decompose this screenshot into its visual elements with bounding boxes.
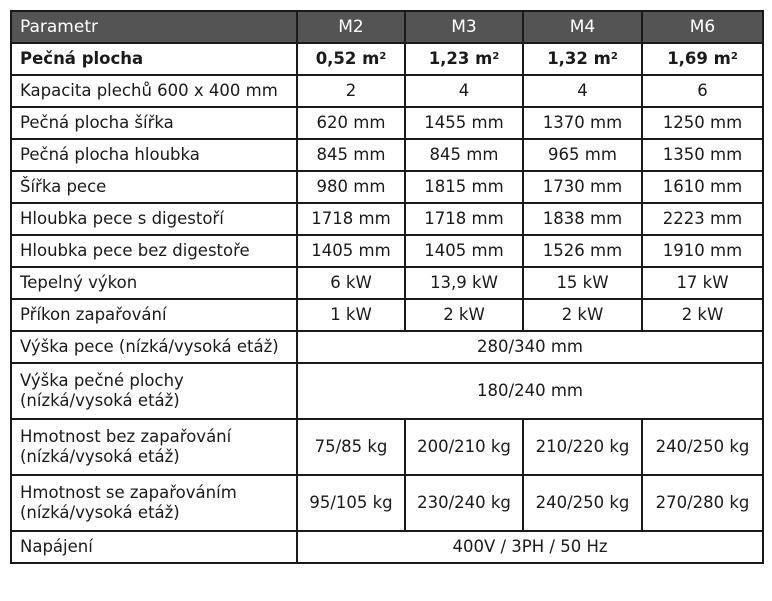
cell-m4: 15 kW <box>523 267 642 299</box>
table-row <box>11 75 763 107</box>
cell-m3: 845 mm <box>405 139 523 171</box>
cell-m2: 845 mm <box>297 139 405 171</box>
cell-m3: 13,9 kW <box>405 267 523 299</box>
row-label: Hmotnost bez zapařování (nízká/vysoká etáž) <box>11 419 297 475</box>
table-row <box>11 419 763 475</box>
cell-m4: 4 <box>523 75 642 107</box>
cell-m2: 0,52 $m^2$ <box>297 43 405 75</box>
cell-m2: 75/85 kg <box>297 419 405 475</box>
table-header <box>11 11 763 43</box>
cell-m4: 1370 mm <box>523 107 642 139</box>
table-row <box>11 203 763 235</box>
cell-m4: 965 mm <box>523 139 642 171</box>
cell-m6: 270/280 kg <box>642 475 763 531</box>
header-parametr: Parametr <box>11 11 297 43</box>
table-row <box>11 235 763 267</box>
cell-m2: 95/105 kg <box>297 475 405 531</box>
cell-m3: 2 kW <box>405 299 523 331</box>
cell-m6: 1910 mm <box>642 235 763 267</box>
header-m6: M6 <box>642 11 763 43</box>
header-row <box>11 11 763 43</box>
cell-m3: 4 <box>405 75 523 107</box>
cell-m2: 2 <box>297 75 405 107</box>
cell-m6: 240/250 kg <box>642 419 763 475</box>
cell-m2: 1 kW <box>297 299 405 331</box>
row-label: Napájení <box>11 531 297 563</box>
header-m3: M3 <box>405 11 523 43</box>
cell-m2: 620 mm <box>297 107 405 139</box>
row-label: Pečná plocha hloubka <box>11 139 297 171</box>
cell-m3: 1815 mm <box>405 171 523 203</box>
cell-m3: 1718 mm <box>405 203 523 235</box>
row-label: Tepelný výkon <box>11 267 297 299</box>
row-label: Výška pece (nízká/vysoká etáž) <box>11 331 297 363</box>
row-label: Kapacita plechů 600 x 400 mm <box>11 75 297 107</box>
cell-m3: 200/210 kg <box>405 419 523 475</box>
table-row <box>11 475 763 531</box>
row-label: Hmotnost se zapařováním (nízká/vysoká etáž) <box>11 475 297 531</box>
cell-m6: 1,69 $m^2$ <box>642 43 763 75</box>
table-row <box>11 531 763 563</box>
cell-m4: 1,32 $m^2$ <box>523 43 642 75</box>
cell-m4: 210/220 kg <box>523 419 642 475</box>
cell-m4: 1730 mm <box>523 171 642 203</box>
table-row <box>11 299 763 331</box>
merged-cell: 280/340 mm <box>297 331 763 363</box>
cell-m6: 1250 mm <box>642 107 763 139</box>
cell-m3: 1455 mm <box>405 107 523 139</box>
table-row <box>11 171 763 203</box>
cell-m2: 980 mm <box>297 171 405 203</box>
row-label: Hloubka pece s digestoří <box>11 203 297 235</box>
cell-m2: 1718 mm <box>297 203 405 235</box>
cell-m6: 6 <box>642 75 763 107</box>
cell-m6: 1610 mm <box>642 171 763 203</box>
table-row <box>11 331 763 363</box>
cell-m4: 240/250 kg <box>523 475 642 531</box>
merged-cell: 180/240 mm <box>297 363 763 419</box>
cell-m2: 1405 mm <box>297 235 405 267</box>
row-label: Pečná plocha šířka <box>11 107 297 139</box>
table-row <box>11 267 763 299</box>
cell-m6: 2 kW <box>642 299 763 331</box>
header-m2: M2 <box>297 11 405 43</box>
header-m4: M4 <box>523 11 642 43</box>
cell-m3: 1405 mm <box>405 235 523 267</box>
cell-m4: 2 kW <box>523 299 642 331</box>
table-row <box>11 363 763 419</box>
row-label: Výška pečné plochy (nízká/vysoká etáž) <box>11 363 297 419</box>
cell-m4: 1526 mm <box>523 235 642 267</box>
cell-m4: 1838 mm <box>523 203 642 235</box>
table-row <box>11 107 763 139</box>
table-row <box>11 43 763 75</box>
cell-m2: 6 kW <box>297 267 405 299</box>
row-label: Příkon zapařování <box>11 299 297 331</box>
merged-cell: 400V / 3PH / 50 Hz <box>297 531 763 563</box>
cell-m6: 17 kW <box>642 267 763 299</box>
cell-m3: 1,23 $m^2$ <box>405 43 523 75</box>
cell-m6: 1350 mm <box>642 139 763 171</box>
row-label: Pečná plocha <box>11 43 297 75</box>
table-row <box>11 139 763 171</box>
spec-table-container <box>10 10 764 564</box>
row-label: Šířka pece <box>11 171 297 203</box>
spec-table <box>10 10 764 564</box>
row-label: Hloubka pece bez digestoře <box>11 235 297 267</box>
cell-m3: 230/240 kg <box>405 475 523 531</box>
cell-m6: 2223 mm <box>642 203 763 235</box>
